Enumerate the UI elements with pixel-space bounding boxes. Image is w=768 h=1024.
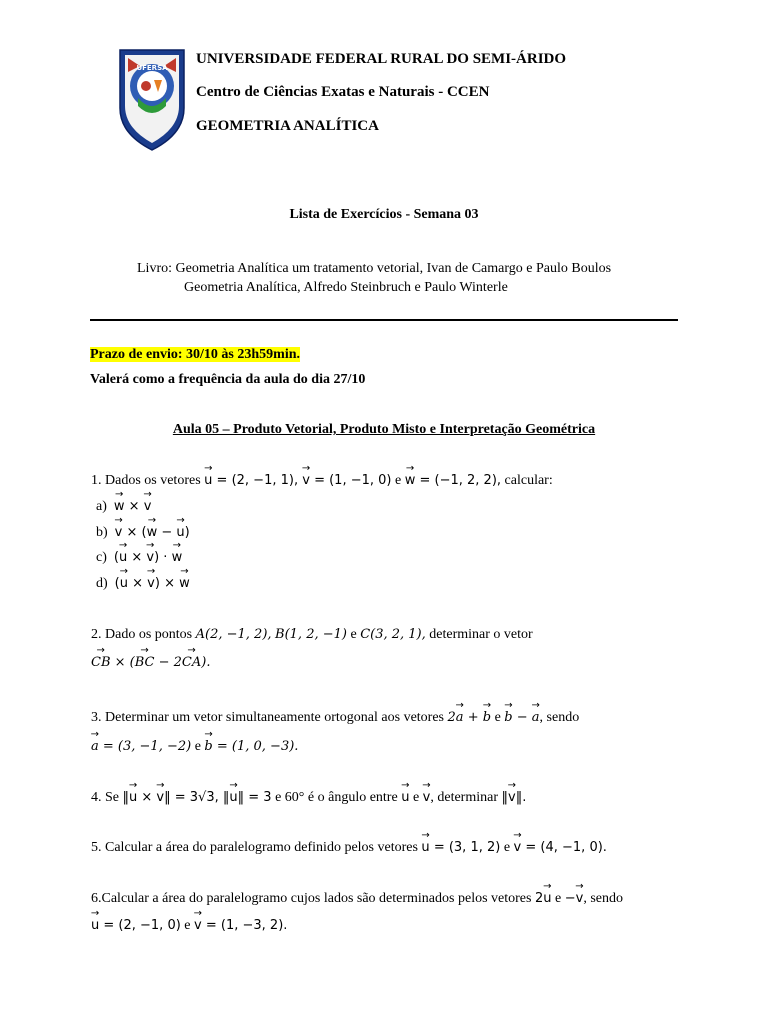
q1-item-b: b) → v × (→ w − → u): [96, 525, 190, 541]
q1-item-c: c) (→ u × → v) · → w: [96, 550, 182, 566]
book-2: Geometria Analítica, Alfredo Steinbruch e Paulo Winterle: [184, 280, 508, 295]
question-6: 6.Calcular a área do paralelogramo cujos lados são determinados pelos vetores 2→ u e −→ v, sendo: [91, 891, 623, 907]
course-name: GEOMETRIA ANALÍTICA: [196, 118, 379, 134]
question-1: 1. Dados os vetores → u = (2, −1, 1), → v = (1, −1, 0) e → w = (−1, 2, 2), calcular:: [91, 473, 553, 489]
attendance-note: Valerá como a frequência da aula do dia 27/10: [90, 372, 366, 387]
center-name: Centro de Ciências Exatas e Naturais - CCEN: [196, 84, 490, 100]
logo-text: UFERSA: [136, 64, 168, 72]
university-name: UNIVERSIDADE FEDERAL RURAL DO SEMI-ÁRIDO: [196, 51, 567, 67]
book-label: Livro:: [137, 261, 172, 276]
divider: [90, 319, 678, 321]
q1-item-d: d) (→ u × → v) × → w: [96, 576, 190, 592]
lesson-title: Aula 05 – Produto Vetorial, Produto Misto e Interpretação Geométrica: [172, 422, 596, 437]
deadline-text: Prazo de envio: 30/10 às 23h59min.: [90, 347, 300, 362]
q1-item-a: a) → w × → v: [96, 499, 151, 515]
question-2: 2. Dado os pontos A(2, −1, 2), B(1, 2, −1) e C(3, 2, 1), determinar o vetor: [91, 627, 533, 642]
deadline: [90, 347, 300, 363]
question-5: 5. Calcular a área do paralelogramo definido pelos vetores → u = (3, 1, 2) e → v = (4, −1, 0).: [91, 840, 607, 856]
page-title: Lista de Exercícios - Semana 03: [289, 207, 479, 222]
question-4: 4. Se ‖→ u × → v‖ = 3√3, ‖→ u‖ = 3 e 60° é o ângulo entre → u e → v, determinar ‖→ v‖.: [91, 790, 526, 806]
university-logo: [116, 46, 188, 152]
q3-values: → a = (3, −1, −2) e → b = (1, 0, −3).: [91, 739, 298, 755]
book-1: Geometria Analítica um tratamento vetorial, Ivan de Camargo e Paulo Boulos: [175, 261, 612, 276]
question-3: 3. Determinar um vetor simultaneamente ortogonal aos vetores 2→ a + → b e → b − → a, sendo: [91, 710, 579, 726]
book-line-1: [137, 261, 611, 277]
q6-values: → u = (2, −1, 0) e → v = (1, −3, 2).: [91, 918, 287, 934]
q2-expression: → CB × (→ BC − 2→ CA).: [91, 655, 210, 671]
